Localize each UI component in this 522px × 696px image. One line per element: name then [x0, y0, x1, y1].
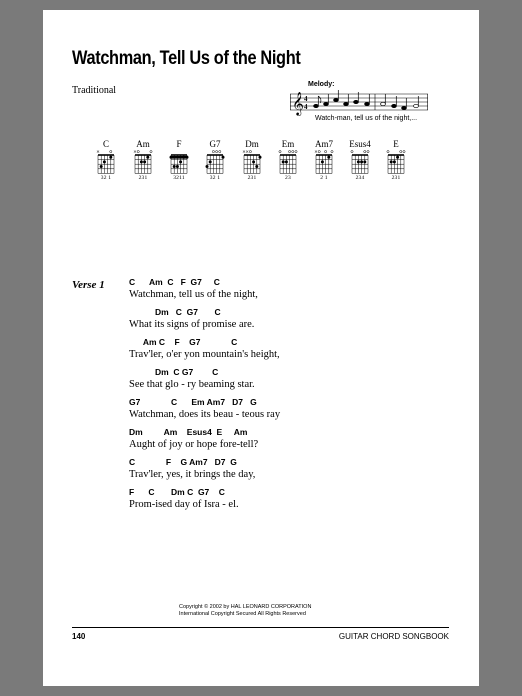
chord-fingering: 231 [391, 175, 401, 181]
chord-grid [241, 149, 263, 175]
verse-line [129, 277, 258, 301]
verse-line [129, 337, 280, 361]
chord-grid [385, 149, 407, 175]
chord-name: Esus4 [349, 139, 371, 149]
chord-diagram [309, 139, 339, 181]
copyright-notice [179, 604, 311, 618]
copyright-line-1: Copyright © 2002 by HAL LEONARD CORPORATION [179, 604, 312, 610]
chord-name: G7 [209, 139, 221, 149]
chord-grid [168, 149, 190, 175]
verse-label: Verse 1 [72, 279, 105, 291]
chord-line: C Am C F G7 C [129, 277, 220, 287]
chord-name: E [393, 139, 399, 149]
chord-diagram [345, 139, 375, 181]
chord-fingering: 3211 [173, 175, 185, 181]
chord-fingering: 231 [247, 175, 257, 181]
chord-fingering: 32 1 [209, 175, 221, 181]
chord-fingering: 231 [138, 175, 148, 181]
sheet-page [43, 10, 479, 686]
lyric-line: Prom-ised day of Isra - el. [129, 499, 239, 510]
chord-fingering: 2 1 [320, 175, 328, 181]
melody-staff [290, 88, 430, 118]
chord-fingering: 23 [285, 175, 291, 181]
chord-name: Em [281, 139, 295, 149]
treble-clef-icon: 𝄞 [292, 91, 304, 115]
chord-name: F [176, 139, 182, 149]
chord-grid [132, 149, 154, 175]
chord-grid [277, 149, 299, 175]
chord-diagram [200, 139, 230, 181]
chord-name: Am [136, 139, 150, 149]
chord-fingering: 234 [355, 175, 365, 181]
chord-fingering: 32 1 [100, 175, 112, 181]
chord-diagram [381, 139, 411, 181]
lyric-line: Aught of joy or hope fore-tell? [129, 439, 259, 450]
chord-line: C F G Am7 D7 G [129, 457, 237, 467]
chord-line: F C Dm C G7 C [129, 487, 225, 497]
chord-name: Dm [245, 139, 259, 149]
lyric-line: Trav'ler, o'er yon mountain's height, [129, 349, 280, 360]
chord-line: Am C F G7 C [129, 337, 238, 347]
chord-diagram [128, 139, 158, 181]
chord-line: Dm C G7 C [129, 307, 221, 317]
lyric-line: Trav'ler, yes, it brings the day, [129, 469, 256, 480]
chord-grid [313, 149, 335, 175]
chord-line: G7 C Em Am7 D7 G [129, 397, 257, 407]
chord-diagram [164, 139, 194, 181]
page-number: 140 [72, 632, 86, 641]
lyric-line: What its signs of promise are. [129, 319, 255, 330]
melody-lyric: Watch-man, tell us of the night,... [315, 115, 418, 122]
chord-name: C [102, 139, 109, 149]
verse-line [129, 307, 254, 331]
composer: Traditional [72, 85, 117, 96]
lyric-line: Watchman, does its beau - teous ray [129, 409, 281, 420]
footer-rule [72, 627, 449, 628]
lyric-line: Watchman, tell us of the night, [129, 289, 258, 300]
copyright-line-2: International Copyright Secured All Rights Reserved [179, 611, 306, 617]
verse-line [129, 457, 255, 481]
verse-line [129, 367, 255, 391]
chord-name: Am7 [315, 139, 333, 149]
melody-label: Melody: [308, 81, 335, 88]
chord-diagram [273, 139, 303, 181]
chord-diagram [91, 139, 121, 181]
chord-line: Dm C G7 C [129, 367, 219, 377]
lyric-line: See that glo - ry beaming star. [129, 379, 255, 390]
chord-grid [95, 149, 117, 175]
song-title: Watchman, Tell Us of the Night [72, 48, 301, 69]
chord-grid [204, 149, 226, 175]
book-title: GUITAR CHORD SONGBOOK [338, 632, 449, 641]
chord-line: Dm Am Esus4 E Am [129, 427, 248, 437]
chord-diagram [237, 139, 267, 181]
verse-line [129, 397, 280, 421]
svg-text:4: 4 [304, 103, 308, 111]
verse-line [129, 427, 258, 451]
verse-line [129, 487, 239, 511]
svg-text:4: 4 [304, 95, 308, 103]
chord-grid [349, 149, 371, 175]
